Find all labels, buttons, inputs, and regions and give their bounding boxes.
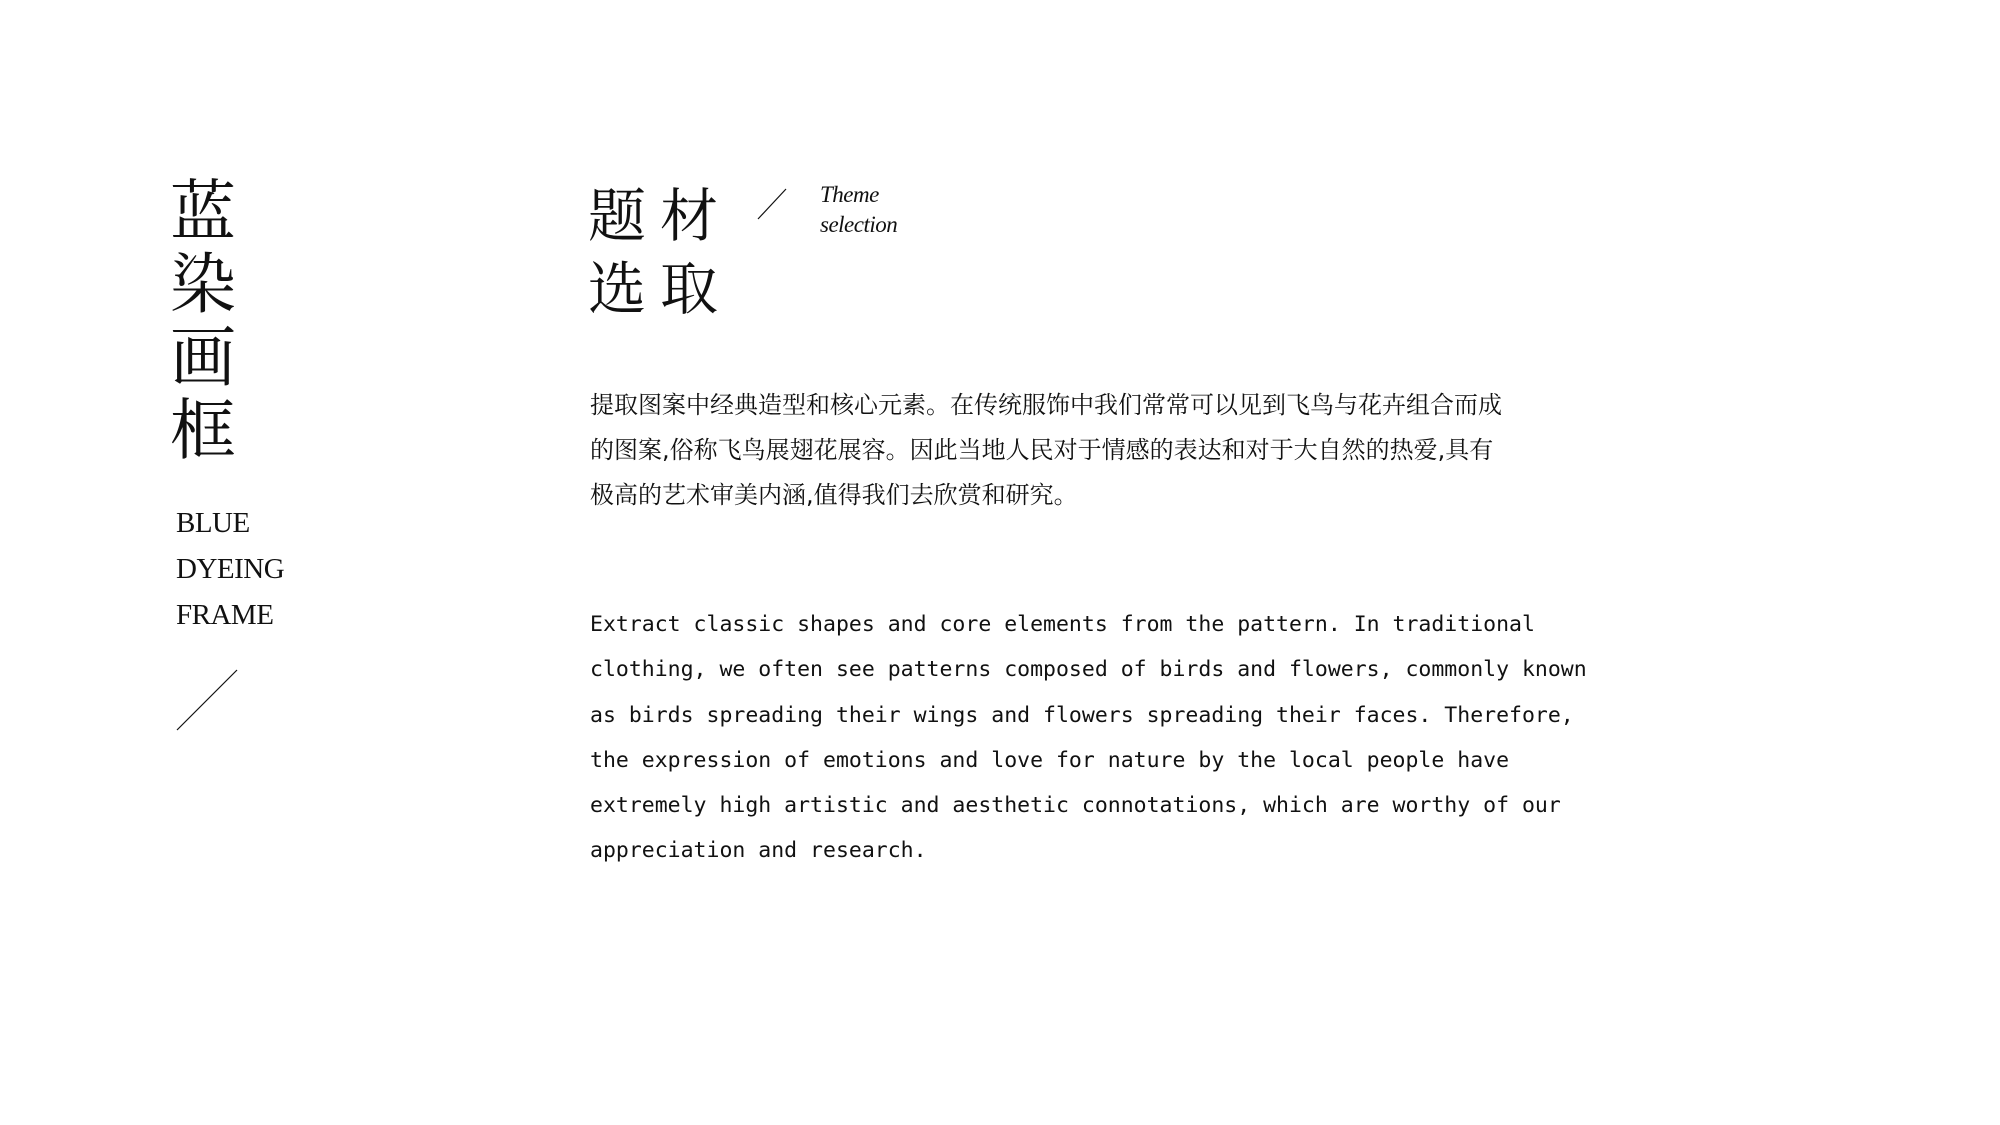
english-subtitle bbox=[176, 500, 284, 638]
diagonal-slash-icon bbox=[176, 669, 238, 731]
subtitle-line: FRAME bbox=[176, 599, 274, 631]
diagonal-slash-icon bbox=[757, 188, 787, 220]
english-paragraph bbox=[590, 602, 1590, 874]
section-title-line: 选取 bbox=[588, 255, 733, 323]
subtitle-line: DYEING bbox=[176, 553, 285, 585]
section-english-label bbox=[820, 180, 897, 240]
title-char: 染 bbox=[170, 246, 236, 323]
paragraph-line: Extract classic shapes and core elements from the pattern. In traditional bbox=[590, 612, 1535, 637]
chinese-paragraph bbox=[590, 383, 1590, 518]
paragraph-line: clothing, we often see patterns composed of birds and flowers, commonly known bbox=[590, 657, 1587, 683]
paragraph-line: as birds spreading their wings and flowers spreading their faces. Therefore, bbox=[590, 702, 1574, 728]
paragraph-line: 提取图案中经典造型和核心元素。在传统服饰中我们常常可以见到飞鸟与花卉组合而成 bbox=[590, 391, 1502, 419]
section-title bbox=[588, 180, 732, 326]
subtitle-line: BLUE bbox=[176, 507, 250, 539]
section-title-line: 题材 bbox=[588, 182, 733, 250]
paragraph-line: 的图案,俗称飞鸟展翅花展容。因此当地人民对于情感的表达和对于大自然的热爱,具有 bbox=[590, 436, 1494, 464]
title-char: 画 bbox=[170, 319, 236, 396]
title-char: 蓝 bbox=[170, 173, 236, 250]
title-char: 框 bbox=[170, 392, 236, 469]
paragraph-line: appreciation and research. bbox=[590, 838, 927, 864]
english-label-line: selection bbox=[820, 212, 898, 237]
paragraph-line: 极高的艺术审美内涵,值得我们去欣赏和研究。 bbox=[590, 481, 1078, 509]
paragraph-line: the expression of emotions and love for nature by the local people have bbox=[590, 747, 1510, 773]
paragraph-line: extremely high artistic and aesthetic connotations, which are worthy of our bbox=[590, 793, 1561, 819]
english-label-line: Theme bbox=[820, 182, 879, 207]
vertical-main-title bbox=[170, 175, 250, 467]
